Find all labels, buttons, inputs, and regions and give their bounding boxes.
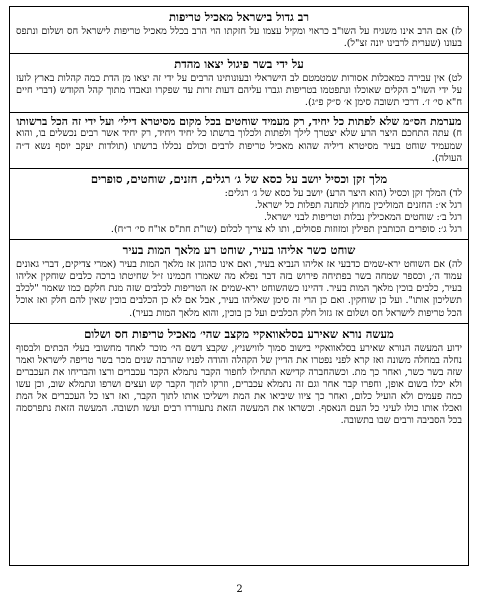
section-5 <box>10 240 468 323</box>
section-title: רב גדול בישראל מאכיל טריפות <box>168 10 309 24</box>
section-paragraph: ידוע המעשה הנורא שאירע בסלאוואקיי בישוב סמוך לווישניץ, שקבצ דשם הי׳ מוכר לאחד מחשובי בעלי הבתים ולבסוף נחלה במחלה משונה ואז קרא לפני נפטרו את הדיין של הקהלה והודה לפניו שהרבה שנים מכר בשר טריפה לישראל ואמר שזה בשר כשר, ואחר כך מת. וכשהחברה קדישא התחילו לחפור הקבר נתמלא הקבר עכברים ורצו והבריחו את העכברים ולא יכלו בשום אופן, וחפרו קבר אחר וגם זה נתמלא עכברים, וזרקו לתוך הקבר קש ועצים ושרפו ונתמלא שוב, וכן עשו כמה פעמים ולא הועיל כלום, ואחר כך ציוו שיביאו את המת וישליכו אותו לתוך הקבר, ואז רצו כל העכברים אל המת ואכלו אותו כולו לעיני כל העם הנאסף. וכשראו את המעשה הזאת נתעוררו רבים ועשו תשובה. המעשה הזאת נתפרסמה בכל הסביבה ורבים שבו בתשובה. <box>16 342 462 427</box>
section-paragraph: לד) המלך זקן וכסיל (הוא היצר הרע) יושב על כסא של ג׳ רגלים: <box>224 187 462 199</box>
section-3 <box>10 113 468 168</box>
section-title: שוחט כשר אליהו בעיר, שוחט רע מלאך המות בעיר <box>122 243 356 258</box>
section-paragraph: לז) אם הרב אינו משגיח על השו"ב כראוי ומקיל עצמו על חזקתו הוי הרב בכלל מאכיל טריפות לישראל חס ושלום ונתפס בעונו (שערית לרבינו יונה זצ"ל). <box>16 26 462 50</box>
section-title: מלך זקן וכסיל יושב על כסא של ג׳ רגלים, חזנים, שוחטים, סופרים <box>90 171 388 186</box>
section-4 <box>10 169 468 240</box>
section-1 <box>10 7 468 54</box>
list-item: רגל א׳: החזנים המוליכין מחוץ למחנה תפלות כל ישראל. <box>254 199 462 211</box>
section-title: על ידי בשר פיגול יצאו מהדת <box>174 57 304 72</box>
section-2 <box>10 54 468 113</box>
section-6 <box>10 324 468 431</box>
section-paragraph: לט) אין עבירה כמאכלות אסורות שמטמטם לב הישראלי ובעונותינו הרבים על ידי זה יצאו מן הדת כמה קהלות בארץ לועז על ידי השו"ב הקלים שאוכלו ונתפטמו בטריפות וגברו עליהם דעות זרות עד שפקרו ונאבדו מתוך קהל הקודש (דברי חיים ח"א סי׳ ז׳. דרכי תשובה סימן א׳ ס״ק פ״ג). <box>16 73 462 109</box>
list-item: רגל ב׳: שוחטים המאכילין נבלות וטריפות לבני ישראל. <box>263 211 462 223</box>
page-number: 2 <box>236 584 243 595</box>
list-item: רגל ג׳: סופרים הכותבין תפילין ומזוזות פסולים, ותו לא צריך לכלום (שו"ת חת"ס או"ח סי׳ ר״ח). <box>110 224 462 236</box>
section-title: מערמת הס״מ שלא לפתות כל יחיד, רק מעמיד שוחטים בכל מקום מסיטרא דילי׳ ועל ידי זה הכל ברשותו <box>16 115 462 129</box>
section-paragraph: לה) אם השוחט ירא-שמים כדבעי אז אליהו הנביא בעיר, ואם אינו כהוגן אז מלאך המות בעיר (אמרי צדיקים, דברי גאונים עמוד ה׳, וכספר שמחה בשר בפתיחה פירוש בזה דבר נפלא מה שאמרו חכמינו ז״ל שחיטתו ברכה כלבים שוחקין אליהו בעיר, כלבים בוכין מלאך המות בעיר. דהיינו כשהשוחט ירא-שמים אז הטריפות לכלבים שזה מנת חלקם כמו שאמר "לכלב תשליכון אותו". ועל כן שוחקין. ואם כן הרי זה סימן שאליהו בעיר, אבל אם לא כן הכלבים בוכין שאין להם חלק ואז אוכל הכל טריפות לישראל חס ושלום אז גזול חלק הכלבים ועל כן בוכין, והוא מלאך המות בעיר). <box>16 259 462 319</box>
section-paragraph: ח) עתה התחכם היצר הרע שלא יצטרך לילך ולפתות ולכלוך ברשתו כל יחיד ויחיד, רק יחיד אשר רבים נכשלים בו, והוא שמעמיד שוחט בעיר מסיטרא דיליה שהוא מאכיל טריפות לרבים וכולם נכללו ברשתו (תולדות יעקב יוסף נשא ד״ה העולה). <box>16 128 462 164</box>
section-title: מעשה נורא שאירע בסלאוואקיי מקצב שהי׳ מאכיל טריפות חס ושלום <box>84 326 394 341</box>
document-page <box>9 6 469 566</box>
